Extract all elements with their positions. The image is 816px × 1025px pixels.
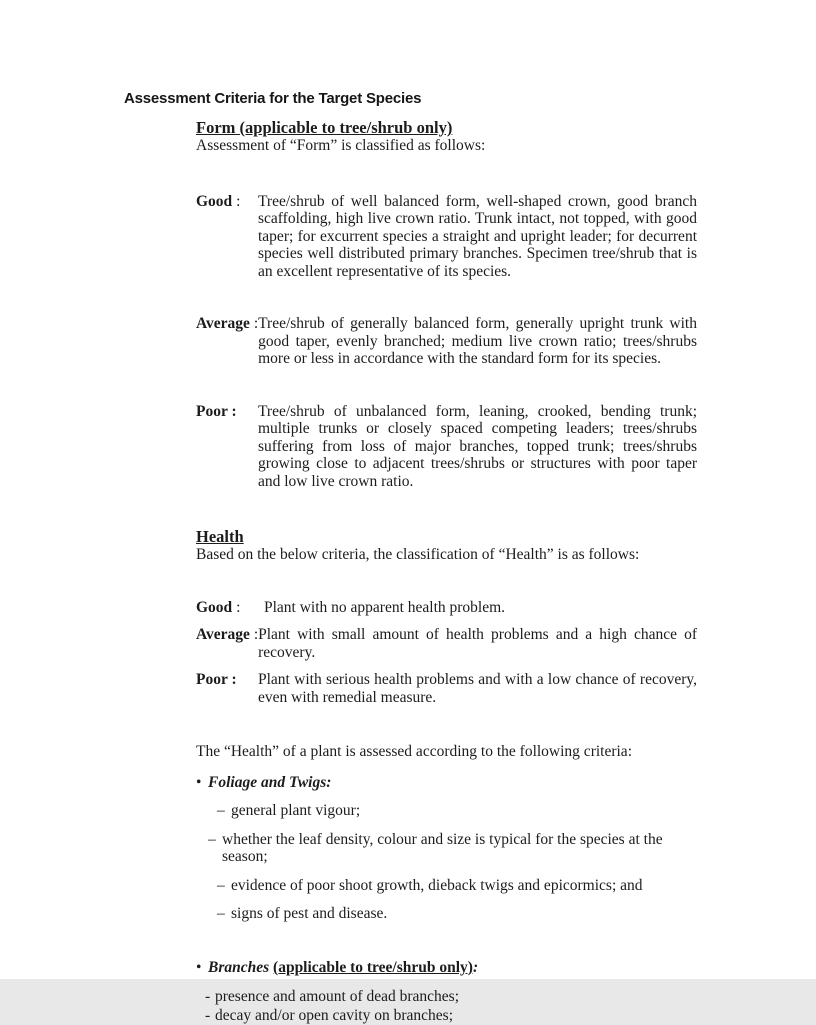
form-entry-average	[196, 315, 697, 368]
form-average-desc: Tree/shrub of generally balanced form, generally upright trunk with good taper, evenly branched; medium live crown ratio; trees/shrubs more or less in accordance with the standard form for its species.	[258, 315, 697, 367]
branches-bullet-heading	[196, 959, 697, 977]
health-poor-term: Poor :	[196, 671, 237, 688]
foliage-heading-label: Foliage and Twigs:	[208, 773, 332, 791]
health-good-desc: Plant with no apparent health problem.	[264, 598, 506, 616]
dash-icon: –	[217, 905, 225, 922]
foliage-item-text: general plant vigour;	[231, 802, 361, 819]
foliage-item-vigour	[196, 802, 697, 820]
branches-item-decay-cavity	[196, 1006, 697, 1025]
health-section-heading: Health	[196, 527, 244, 546]
health-intro: Based on the below criteria, the classification of “Health” is as follows:	[196, 546, 640, 563]
health-criteria-intro: The “Health” of a plant is assessed according to the following criteria:	[196, 743, 632, 760]
form-poor-desc: Tree/shrub of unbalanced form, leaning, crooked, bending trunk; multiple trunks or closely spaced competing leaders; trees/shrubs suffering from loss of major branches, topped trunk; trees/shrubs growing close to adjacent trees/shrubs or structures with poor taper and low live crown ratio.	[258, 402, 697, 490]
bullet-icon: •	[196, 773, 202, 791]
branches-item-dead-branches	[196, 987, 697, 1006]
health-poor-desc: Plant with serious health problems and with a low chance of recovery, even with remedial measure.	[258, 671, 697, 706]
health-entry-good	[196, 599, 697, 617]
form-good-desc: Tree/shrub of well balanced form, well-shaped crown, good branch scaffolding, high live crown ratio. Trunk intact, not topped, with good taper; for excurrent species a straight and upright leader; for decurrent species well distributed primary branches. Specimen tree/shrub that is an excellent representative of its species.	[258, 192, 697, 280]
dash-icon: -	[205, 1007, 211, 1024]
form-intro: Assessment of “Form” is classified as follows:	[196, 137, 486, 154]
health-entry-average	[196, 626, 697, 661]
foliage-item-text: signs of pest and disease.	[231, 905, 388, 922]
foliage-item-pest-disease	[196, 905, 697, 923]
document-content	[196, 118, 697, 1025]
branches-item-list	[196, 987, 697, 1025]
branches-heading-label: Branches (applicable to tree/shrub only):	[208, 958, 479, 976]
bullet-icon: •	[196, 958, 202, 976]
form-entry-poor	[196, 403, 697, 491]
form-entry-good	[196, 193, 697, 281]
health-entry-poor	[196, 671, 697, 706]
dash-icon: –	[217, 802, 225, 819]
form-poor-term: Poor :	[196, 402, 237, 420]
health-average-desc: Plant with small amount of health problems and a high chance of recovery.	[258, 626, 697, 661]
foliage-bullet-heading	[196, 774, 697, 792]
dash-icon: –	[217, 876, 225, 894]
foliage-item-text: evidence of poor shoot growth, dieback twigs and epicormics; and	[231, 876, 643, 894]
foliage-item-text: whether the leaf density, colour and size is typical for the species at the season;	[222, 830, 663, 865]
foliage-item-shoot-growth	[196, 877, 697, 895]
page-title: Assessment Criteria for the Target Species	[124, 90, 422, 107]
dash-icon: –	[208, 830, 216, 848]
form-average-term: Average :	[196, 315, 259, 332]
branches-item-text: decay and/or open cavity on branches;	[215, 1007, 454, 1024]
branches-item-text: presence and amount of dead branches;	[215, 988, 460, 1005]
health-average-term: Average :	[196, 626, 259, 643]
form-good-term: Good :	[196, 192, 241, 210]
dash-icon: -	[205, 988, 211, 1005]
health-good-term: Good :	[196, 598, 241, 616]
form-section-heading: Form (applicable to tree/shrub only)	[196, 118, 453, 137]
foliage-item-leaf-density	[196, 831, 697, 866]
